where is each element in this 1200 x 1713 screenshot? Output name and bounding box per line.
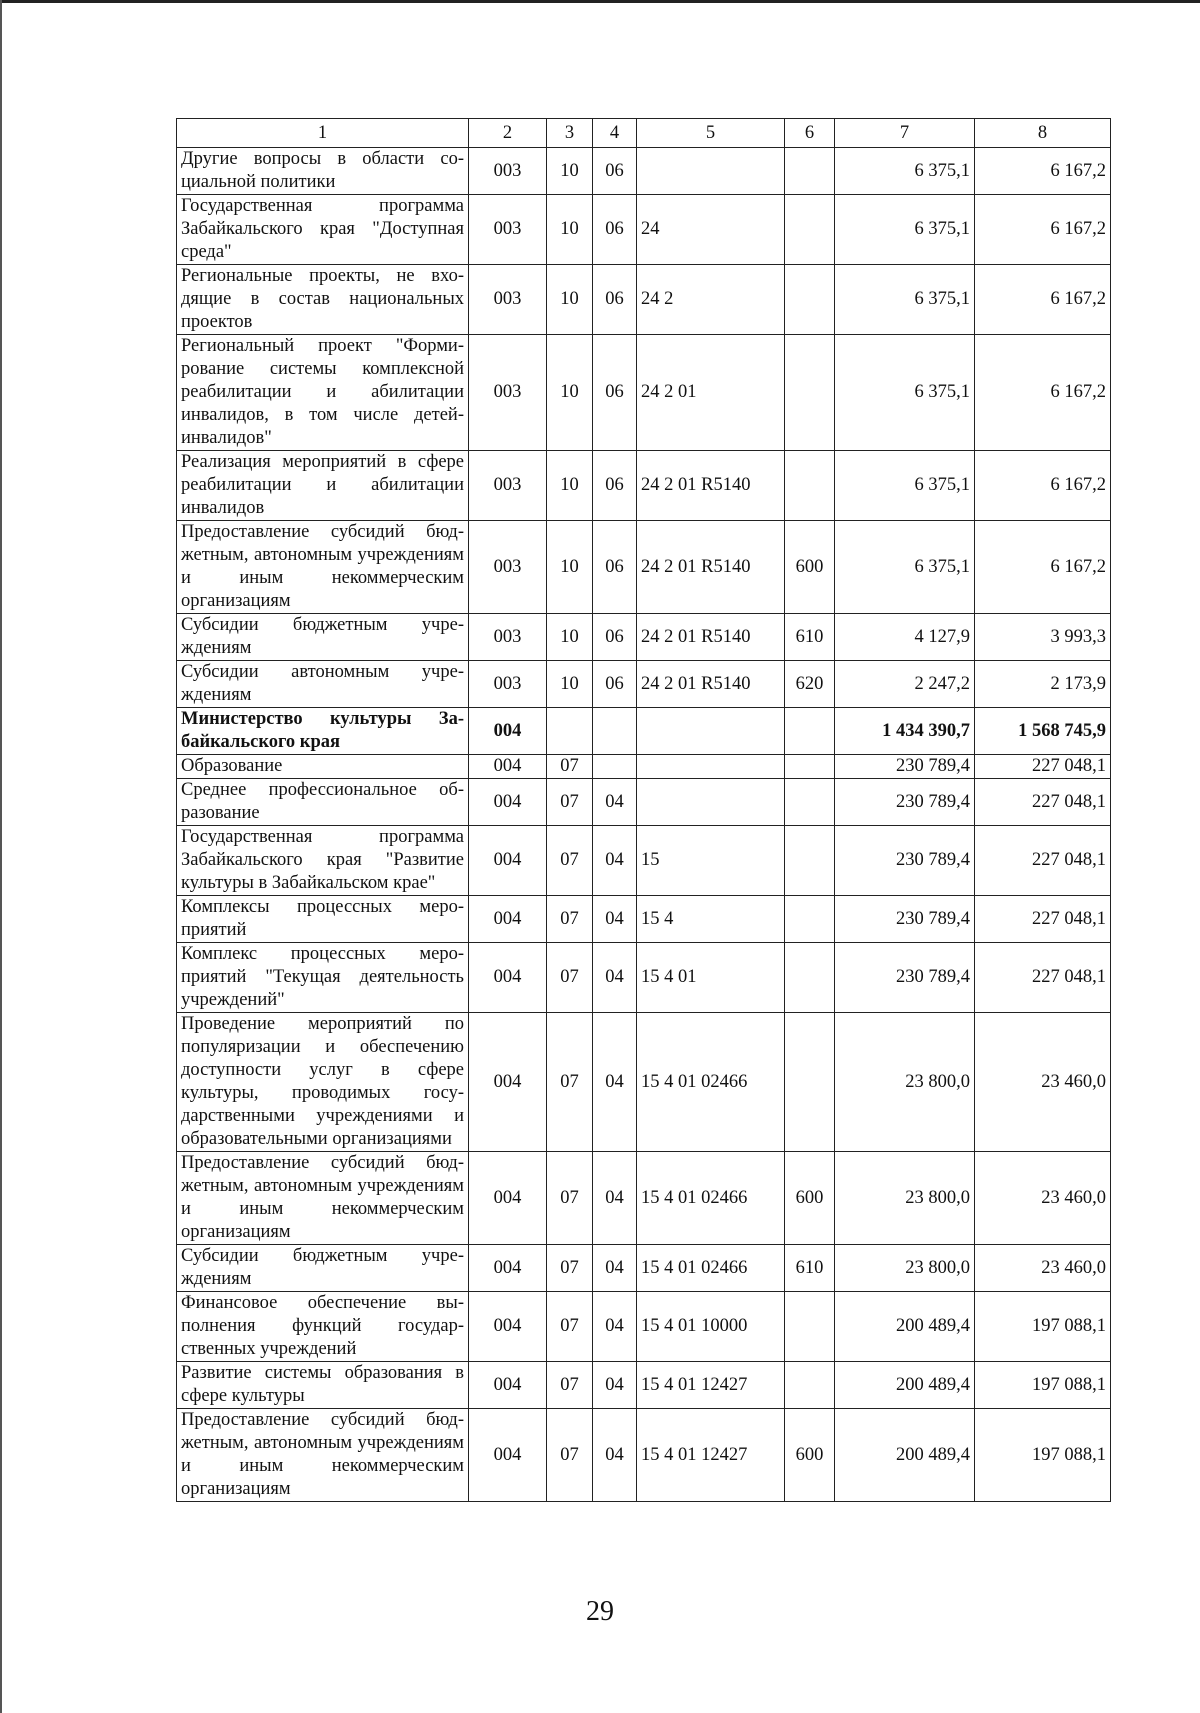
admin-code-cell: 004 — [469, 1245, 547, 1292]
section-cell: 10 — [547, 195, 593, 265]
section-cell: 10 — [547, 661, 593, 708]
subsection-cell: 06 — [593, 661, 637, 708]
row-name-cell: Государственная программа Забайкальского края "Доступная среда" — [177, 195, 469, 265]
admin-code-cell: 004 — [469, 826, 547, 896]
amount-year2-cell: 197 088,1 — [975, 1292, 1111, 1362]
amount-year2-cell: 23 460,0 — [975, 1245, 1111, 1292]
admin-code-cell: 004 — [469, 943, 547, 1013]
table-row — [177, 148, 1111, 195]
section-cell: 07 — [547, 1409, 593, 1502]
section-cell: 10 — [547, 451, 593, 521]
table-row — [177, 943, 1111, 1013]
amount-year2-cell: 6 167,2 — [975, 265, 1111, 335]
admin-code-cell: 004 — [469, 1409, 547, 1502]
row-name-cell: Комплексы процессных мероприятий — [177, 896, 469, 943]
row-name-cell: Региональный проект "Формирование системы комплексной реабилитации и абилитации инвалидов, в том числе детей-инвалидов" — [177, 335, 469, 451]
header-cell: 8 — [975, 119, 1111, 148]
section-cell: 10 — [547, 521, 593, 614]
row-name-cell: Государственная программа Забайкальского края "Развитие культуры в Забайкальском крае" — [177, 826, 469, 896]
admin-code-cell: 004 — [469, 896, 547, 943]
target-article-cell: 15 4 01 10000 — [637, 1292, 785, 1362]
amount-year2-cell: 23 460,0 — [975, 1013, 1111, 1152]
admin-code-cell: 003 — [469, 614, 547, 661]
amount-year1-cell: 6 375,1 — [835, 148, 975, 195]
table-row — [177, 1292, 1111, 1362]
admin-code-cell: 003 — [469, 335, 547, 451]
amount-year1-cell: 23 800,0 — [835, 1245, 975, 1292]
amount-year2-cell: 227 048,1 — [975, 826, 1111, 896]
subsection-cell: 06 — [593, 521, 637, 614]
table-row — [177, 614, 1111, 661]
amount-year2-cell: 23 460,0 — [975, 1152, 1111, 1245]
amount-year2-cell: 6 167,2 — [975, 148, 1111, 195]
expense-type-cell — [785, 943, 835, 1013]
admin-code-cell: 003 — [469, 521, 547, 614]
row-name-cell: Финансовое обеспечение выполнения функций государственных учреждений — [177, 1292, 469, 1362]
header-cell: 4 — [593, 119, 637, 148]
expense-type-cell — [785, 826, 835, 896]
header-cell: 5 — [637, 119, 785, 148]
header-cell: 3 — [547, 119, 593, 148]
target-article-cell: 24 2 01 R5140 — [637, 661, 785, 708]
amount-year1-cell: 23 800,0 — [835, 1013, 975, 1152]
header-cell: 1 — [177, 119, 469, 148]
expense-type-cell: 610 — [785, 614, 835, 661]
amount-year2-cell: 6 167,2 — [975, 195, 1111, 265]
table-row — [177, 1409, 1111, 1502]
amount-year2-cell: 6 167,2 — [975, 451, 1111, 521]
amount-year2-cell: 227 048,1 — [975, 943, 1111, 1013]
section-cell: 07 — [547, 1152, 593, 1245]
table-row — [177, 521, 1111, 614]
amount-year1-cell: 200 489,4 — [835, 1409, 975, 1502]
target-article-cell: 24 — [637, 195, 785, 265]
subsection-cell — [593, 708, 637, 755]
amount-year1-cell: 4 127,9 — [835, 614, 975, 661]
subsection-cell: 06 — [593, 265, 637, 335]
amount-year1-cell: 6 375,1 — [835, 335, 975, 451]
expense-type-cell: 620 — [785, 661, 835, 708]
subsection-cell: 04 — [593, 1362, 637, 1409]
table-row — [177, 826, 1111, 896]
table-row — [177, 265, 1111, 335]
amount-year2-cell: 227 048,1 — [975, 779, 1111, 826]
amount-year2-cell: 197 088,1 — [975, 1362, 1111, 1409]
section-cell: 07 — [547, 1362, 593, 1409]
admin-code-cell: 003 — [469, 265, 547, 335]
header-cell: 2 — [469, 119, 547, 148]
admin-code-cell: 004 — [469, 1292, 547, 1362]
subsection-cell: 04 — [593, 1292, 637, 1362]
row-name-cell: Реализация мероприятий в сфере реабилитации и абилитации инвалидов — [177, 451, 469, 521]
section-cell: 07 — [547, 779, 593, 826]
target-article-cell: 24 2 01 R5140 — [637, 521, 785, 614]
amount-year1-cell: 6 375,1 — [835, 451, 975, 521]
amount-year1-cell: 230 789,4 — [835, 896, 975, 943]
row-name-cell: Развитие системы образования в сфере культуры — [177, 1362, 469, 1409]
amount-year1-cell: 230 789,4 — [835, 943, 975, 1013]
table-row — [177, 1362, 1111, 1409]
expense-type-cell — [785, 265, 835, 335]
admin-code-cell: 003 — [469, 451, 547, 521]
row-name-cell: Региональные проекты, не входящие в состав национальных проектов — [177, 265, 469, 335]
amount-year1-cell: 230 789,4 — [835, 826, 975, 896]
row-name-cell: Другие вопросы в области социальной политики — [177, 148, 469, 195]
amount-year2-cell: 1 568 745,9 — [975, 708, 1111, 755]
table-row — [177, 1245, 1111, 1292]
page-top-border — [0, 0, 1200, 3]
target-article-cell — [637, 708, 785, 755]
amount-year1-cell: 6 375,1 — [835, 195, 975, 265]
expense-type-cell — [785, 148, 835, 195]
amount-year1-cell: 200 489,4 — [835, 1292, 975, 1362]
amount-year1-cell: 200 489,4 — [835, 1362, 975, 1409]
amount-year2-cell: 227 048,1 — [975, 896, 1111, 943]
amount-year2-cell: 227 048,1 — [975, 755, 1111, 779]
budget-table — [176, 118, 1111, 1502]
table-row — [177, 451, 1111, 521]
row-name-cell: Субсидии автономным учреждениям — [177, 661, 469, 708]
subsection-cell: 06 — [593, 148, 637, 195]
section-cell: 10 — [547, 614, 593, 661]
subsection-cell: 06 — [593, 195, 637, 265]
admin-code-cell: 003 — [469, 661, 547, 708]
admin-code-cell: 004 — [469, 755, 547, 779]
section-cell: 07 — [547, 1245, 593, 1292]
amount-year2-cell: 2 173,9 — [975, 661, 1111, 708]
subsection-cell: 04 — [593, 1245, 637, 1292]
row-name-cell: Комплекс процессных мероприятий "Текущая деятельность учреждений" — [177, 943, 469, 1013]
subsection-cell: 04 — [593, 1152, 637, 1245]
table-header-row — [177, 119, 1111, 148]
amount-year2-cell: 3 993,3 — [975, 614, 1111, 661]
row-name-cell: Предоставление субсидий бюджетным, автономным учреждениям и иным некоммерческим организациям — [177, 1409, 469, 1502]
amount-year1-cell: 1 434 390,7 — [835, 708, 975, 755]
amount-year1-cell: 230 789,4 — [835, 755, 975, 779]
table-row — [177, 708, 1111, 755]
expense-type-cell — [785, 451, 835, 521]
row-name-cell: Проведение мероприятий по популяризации и обеспечению доступности услуг в сфере культуры, проводимых государственными учреждениями и образовательными организациями — [177, 1013, 469, 1152]
subsection-cell: 04 — [593, 896, 637, 943]
amount-year2-cell: 197 088,1 — [975, 1409, 1111, 1502]
section-cell: 07 — [547, 1013, 593, 1152]
expense-type-cell — [785, 896, 835, 943]
section-cell: 10 — [547, 148, 593, 195]
target-article-cell: 24 2 01 R5140 — [637, 451, 785, 521]
table-row — [177, 195, 1111, 265]
expense-type-cell: 600 — [785, 521, 835, 614]
target-article-cell: 24 2 — [637, 265, 785, 335]
section-cell: 10 — [547, 265, 593, 335]
target-article-cell: 24 2 01 — [637, 335, 785, 451]
target-article-cell: 15 4 01 — [637, 943, 785, 1013]
row-name-cell: Предоставление субсидий бюджетным, автономным учреждениям и иным некоммерческим организациям — [177, 521, 469, 614]
row-name-cell: Субсидии бюджетным учреждениям — [177, 1245, 469, 1292]
expense-type-cell: 600 — [785, 1152, 835, 1245]
subsection-cell: 04 — [593, 943, 637, 1013]
amount-year1-cell: 2 247,2 — [835, 661, 975, 708]
expense-type-cell: 600 — [785, 1409, 835, 1502]
admin-code-cell: 004 — [469, 1362, 547, 1409]
subsection-cell: 06 — [593, 614, 637, 661]
amount-year1-cell: 230 789,4 — [835, 779, 975, 826]
expense-type-cell: 610 — [785, 1245, 835, 1292]
admin-code-cell: 003 — [469, 195, 547, 265]
table-row — [177, 335, 1111, 451]
admin-code-cell: 004 — [469, 708, 547, 755]
amount-year1-cell: 6 375,1 — [835, 265, 975, 335]
target-article-cell — [637, 779, 785, 826]
expense-type-cell — [785, 1292, 835, 1362]
table-row — [177, 1152, 1111, 1245]
target-article-cell: 15 4 — [637, 896, 785, 943]
amount-year2-cell: 6 167,2 — [975, 335, 1111, 451]
expense-type-cell — [785, 195, 835, 265]
amount-year2-cell: 6 167,2 — [975, 521, 1111, 614]
section-cell — [547, 708, 593, 755]
row-name-cell: Предоставление субсидий бюджетным, автономным учреждениям и иным некоммерческим организациям — [177, 1152, 469, 1245]
target-article-cell: 15 — [637, 826, 785, 896]
target-article-cell: 15 4 01 02466 — [637, 1013, 785, 1152]
expense-type-cell — [785, 335, 835, 451]
subsection-cell: 04 — [593, 779, 637, 826]
subsection-cell: 04 — [593, 1013, 637, 1152]
table-row — [177, 661, 1111, 708]
expense-type-cell — [785, 1362, 835, 1409]
section-cell: 07 — [547, 896, 593, 943]
section-cell: 07 — [547, 755, 593, 779]
target-article-cell: 15 4 01 12427 — [637, 1362, 785, 1409]
target-article-cell: 15 4 01 12427 — [637, 1409, 785, 1502]
admin-code-cell: 004 — [469, 1013, 547, 1152]
row-name-cell: Министерство культуры Забайкальского края — [177, 708, 469, 755]
amount-year1-cell: 23 800,0 — [835, 1152, 975, 1245]
row-name-cell: Субсидии бюджетным учреждениям — [177, 614, 469, 661]
expense-type-cell — [785, 708, 835, 755]
target-article-cell: 15 4 01 02466 — [637, 1245, 785, 1292]
target-article-cell — [637, 148, 785, 195]
expense-type-cell — [785, 779, 835, 826]
section-cell: 07 — [547, 826, 593, 896]
section-cell: 07 — [547, 1292, 593, 1362]
header-cell: 7 — [835, 119, 975, 148]
subsection-cell: 06 — [593, 335, 637, 451]
table-row — [177, 896, 1111, 943]
admin-code-cell: 003 — [469, 148, 547, 195]
row-name-cell: Образование — [177, 755, 469, 779]
expense-type-cell — [785, 1013, 835, 1152]
table-row — [177, 779, 1111, 826]
target-article-cell — [637, 755, 785, 779]
section-cell: 07 — [547, 943, 593, 1013]
subsection-cell: 06 — [593, 451, 637, 521]
admin-code-cell: 004 — [469, 779, 547, 826]
target-article-cell: 15 4 01 02466 — [637, 1152, 785, 1245]
page-number: 29 — [586, 1596, 614, 1627]
section-cell: 10 — [547, 335, 593, 451]
target-article-cell: 24 2 01 R5140 — [637, 614, 785, 661]
amount-year1-cell: 6 375,1 — [835, 521, 975, 614]
admin-code-cell: 004 — [469, 1152, 547, 1245]
expense-type-cell — [785, 755, 835, 779]
row-name-cell: Среднее профессиональное образование — [177, 779, 469, 826]
table-row — [177, 755, 1111, 779]
subsection-cell: 04 — [593, 826, 637, 896]
table-row — [177, 1013, 1111, 1152]
header-cell: 6 — [785, 119, 835, 148]
subsection-cell: 04 — [593, 1409, 637, 1502]
page-left-border — [0, 0, 2, 1713]
subsection-cell — [593, 755, 637, 779]
